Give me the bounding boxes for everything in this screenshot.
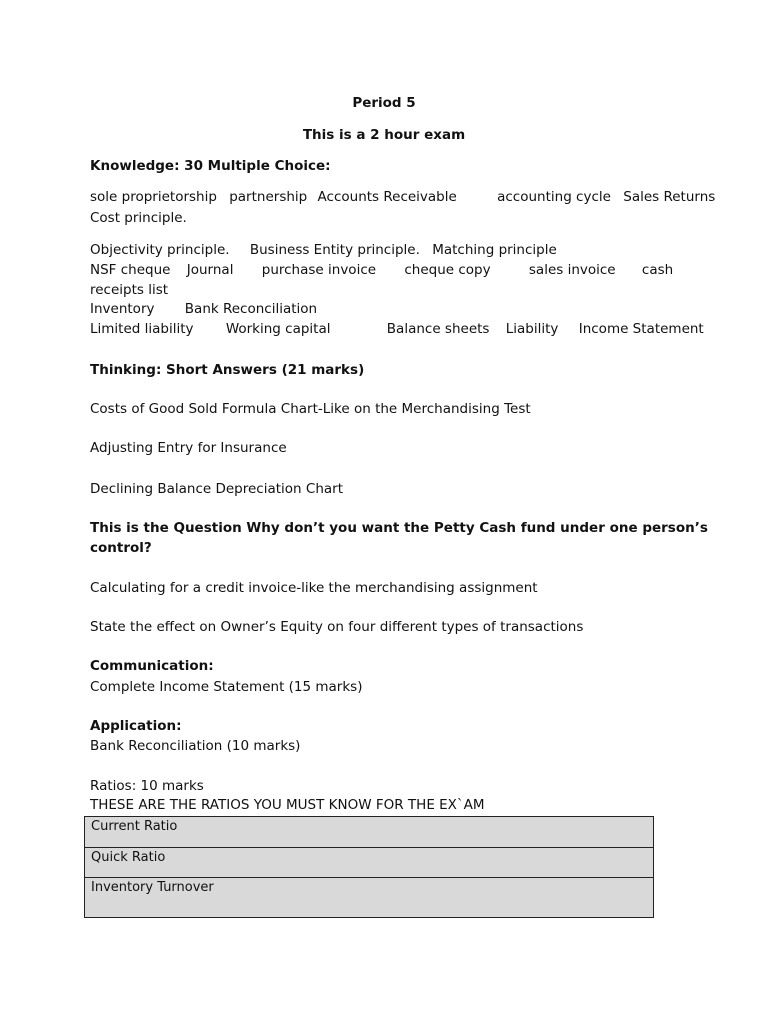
term: partnership <box>229 189 308 205</box>
table-row <box>85 817 654 848</box>
thinking-heading: Thinking: Short Answers (21 marks) <box>90 362 365 378</box>
term: sales invoice <box>528 262 616 278</box>
term: Sales Returns <box>623 189 716 205</box>
term: Journal <box>186 262 234 278</box>
knowledge-terms-row-5 <box>90 321 704 337</box>
table-row <box>85 878 654 918</box>
term: accounting cycle <box>497 189 611 205</box>
exam-duration: This is a 2 hour exam <box>302 127 466 143</box>
term: NSF cheque <box>90 262 171 278</box>
term: Matching principle <box>432 242 557 258</box>
term: Cost principle. <box>90 210 187 226</box>
term: Business Entity principle. <box>249 242 420 258</box>
term: receipts list <box>90 282 169 298</box>
communication-item: Complete Income Statement (15 marks) <box>90 679 363 695</box>
thinking-item: Adjusting Entry for Insurance <box>90 440 287 456</box>
term: Working capital <box>225 321 331 337</box>
thinking-item: State the effect on Owner’s Equity on four different types of transactions <box>90 619 584 635</box>
thinking-item: Calculating for a credit invoice-like the merchandising assignment <box>90 580 538 596</box>
thinking-item: Costs of Good Sold Formula Chart-Like on the Merchandising Test <box>90 401 531 417</box>
ratios-table <box>84 816 654 918</box>
term: Limited liability <box>90 321 194 337</box>
term: cheque copy <box>404 262 491 278</box>
knowledge-terms-row-3 <box>90 262 673 278</box>
term: Balance sheets <box>386 321 490 337</box>
term: Inventory <box>90 301 155 317</box>
term: cash <box>641 262 674 278</box>
ratio-cell: Quick Ratio <box>85 848 654 878</box>
term: Liability <box>505 321 559 337</box>
application-heading: Application: <box>90 718 182 734</box>
term: Income Statement <box>578 321 704 337</box>
knowledge-heading: Knowledge: 30 Multiple Choice: <box>90 158 331 174</box>
knowledge-terms-row-1 <box>90 189 715 205</box>
term: Accounts Receivable <box>317 189 457 205</box>
thinking-item: Declining Balance Depreciation Chart <box>90 481 344 497</box>
ratios-marks: Ratios: 10 marks <box>90 778 204 794</box>
petty-cash-question-cont: control? <box>90 540 152 556</box>
ratio-cell: Current Ratio <box>85 817 654 848</box>
term: Objectivity principle. <box>90 242 230 258</box>
term: Bank Reconciliation <box>184 301 318 317</box>
petty-cash-question: This is the Question Why don’t you want the Petty Cash fund under one person’s <box>90 520 708 536</box>
term: purchase invoice <box>261 262 377 278</box>
term: sole proprietorship <box>90 189 217 205</box>
knowledge-terms-row-4 <box>90 301 317 317</box>
ratio-cell: Inventory Turnover <box>85 878 654 918</box>
knowledge-terms-row-2 <box>90 242 557 258</box>
table-row <box>85 848 654 878</box>
page-title: Period 5 <box>352 95 416 111</box>
communication-heading: Communication: <box>90 658 214 674</box>
ratios-note: THESE ARE THE RATIOS YOU MUST KNOW FOR THE EX`AM <box>90 797 485 813</box>
application-item: Bank Reconciliation (10 marks) <box>90 738 301 754</box>
